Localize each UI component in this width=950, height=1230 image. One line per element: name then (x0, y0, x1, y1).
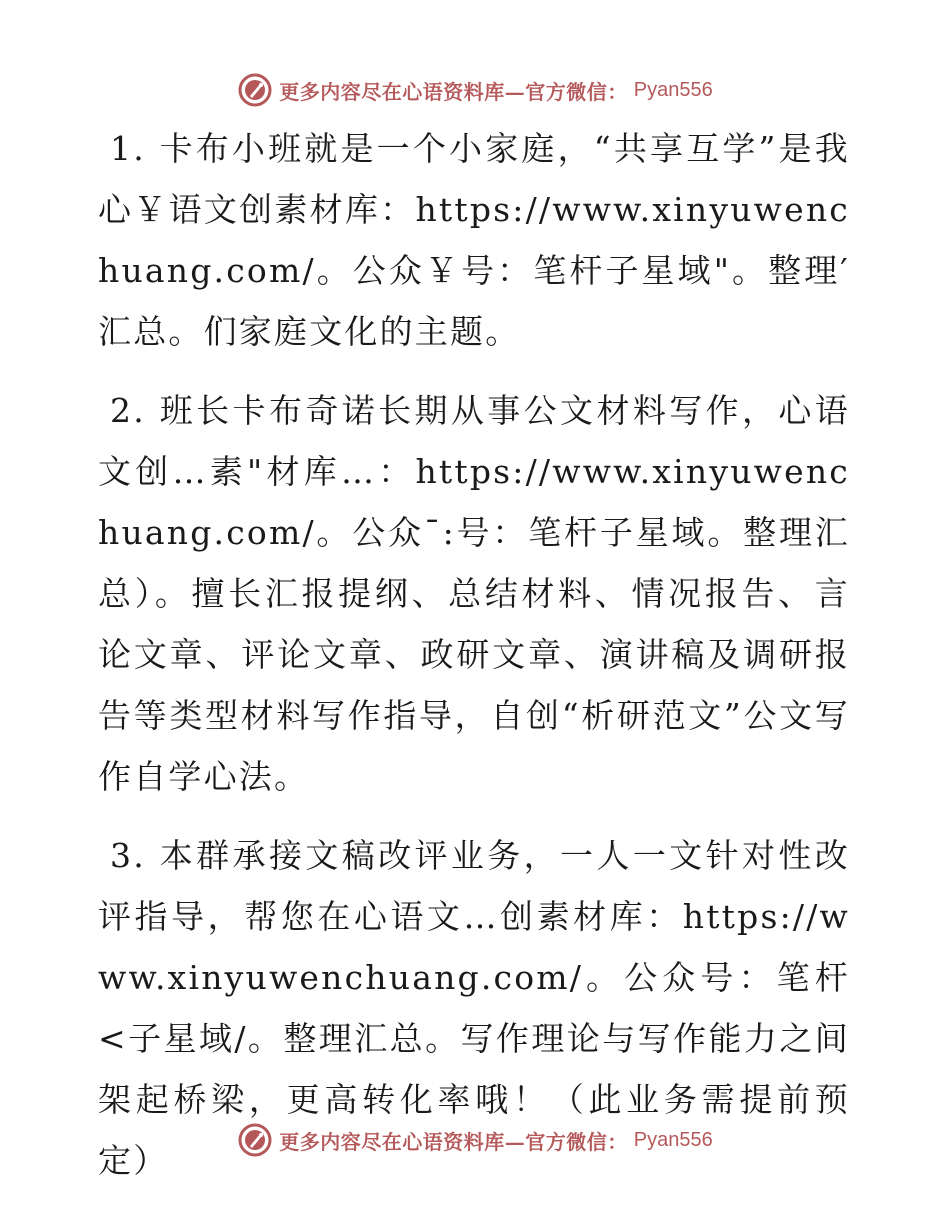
paragraph-text: 本群承接文稿改评业务，一人一文针对性改评指导，帮您在心语文…创素材库：https://www.xinyuwenchuang.com/。公众号：笔杆<子星域/。整理汇总。写作理论与写作能力之间架起桥梁，更高转化率哦！（此业务需提前预定） (98, 836, 850, 1180)
banner-handle: Pyan556 (633, 78, 713, 101)
pen-nib-logo-icon (237, 72, 273, 108)
footer-banner (0, 1120, 950, 1160)
paragraph-text: 班长卡布奇诺长期从事公文材料写作，心语文创…素"材库…：https://www.xinyuwenchuang.com/。公众¯:号：笔杆子星域。整理汇总）。擅长汇报提纲、总结材料、情况报告、言论文章、评论文章、政研文章、演讲稿及调研报告等类型材料写作指导，自创“析研范文”公文写作自学心法。 (98, 391, 850, 796)
paragraph-number: 2. (110, 391, 146, 430)
paragraph-2 (98, 380, 850, 807)
banner-text: 更多内容尽在心语资料库—官方微信： (279, 1129, 628, 1154)
paragraph-1 (98, 118, 850, 362)
document-body (98, 118, 850, 1209)
paragraph-number: 1. (110, 129, 146, 168)
paragraph-number: 3. (110, 836, 146, 875)
paragraph-text: 卡布小班就是一个小家庭，“共享互学”是我心￥语文创素材库：https://www.xinyuwenchuang.com/。公众￥号：笔杆子星域"。整理′汇总。们家庭文化的主题。 (98, 129, 850, 351)
header-banner (0, 70, 950, 110)
pen-nib-logo-icon (237, 1122, 273, 1158)
banner-handle: Pyan556 (633, 1128, 713, 1151)
banner-text: 更多内容尽在心语资料库—官方微信： (279, 79, 628, 104)
